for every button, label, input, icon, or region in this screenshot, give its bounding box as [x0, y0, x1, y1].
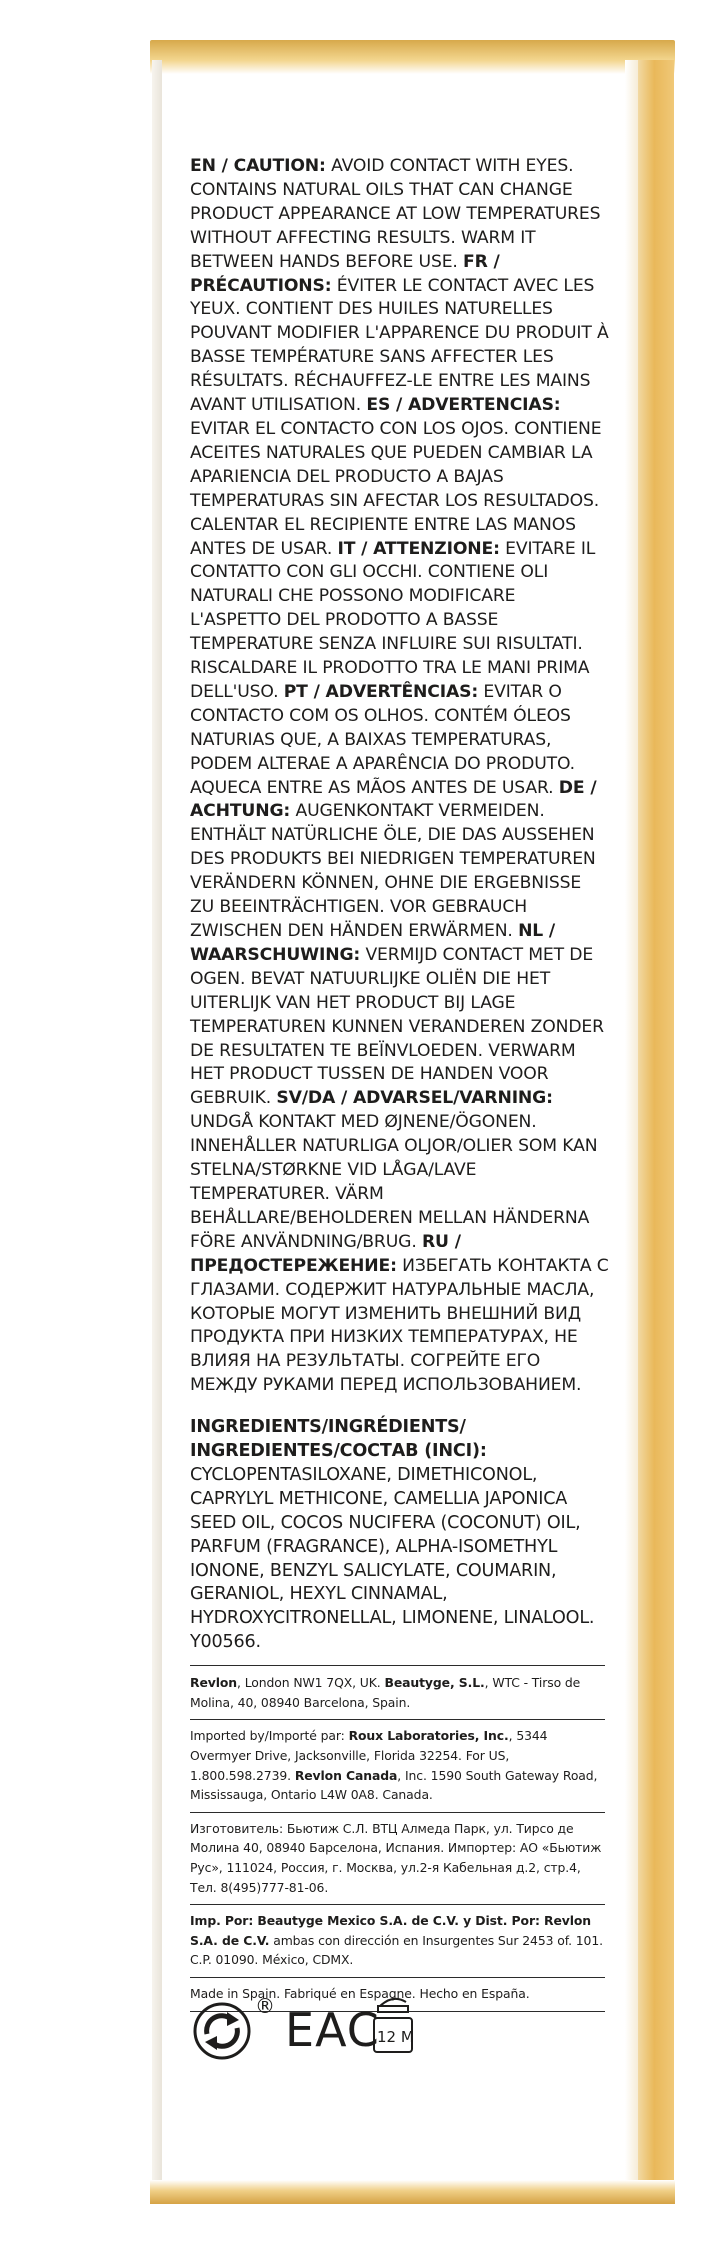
russian-importer-info: Изготовитель: Бьютиж С.Л. ВТЦ Алмеда Парк, ул. Тирсо де Молина 40, 08940 Барселона, Испания. Импортер: АО «Бьютиж Рус», 111024, Россия, г. Москва, ул.2-я Кабельная д.2, стр.4, Тел. 8(495)777-81-06. — [190, 1820, 602, 1895]
eac-mark: EAC — [285, 2003, 380, 2057]
box-top-flap — [150, 40, 675, 74]
warning-lang-ru: RU / ПРЕДОСТЕРЕЖЕНИЕ: — [190, 1231, 461, 1276]
ingredients-block — [190, 1416, 610, 1655]
revlon-canada-address: , Inc. 1590 South Gateway Road, Mississauga, Ontario L4W 0A8. Canada. — [190, 1767, 598, 1803]
revlon-address: , London NW1 7QX, UK. — [237, 1675, 385, 1691]
manufacturer-info — [190, 1673, 610, 1712]
registered-mark: ® — [255, 1994, 275, 2018]
recycle-icon — [193, 2002, 251, 2064]
warning-lang-es: ES / ADVERTENCIAS: — [366, 395, 561, 416]
box-right-edge — [638, 60, 674, 2200]
beautyge-name: Beautyge, S.L. — [384, 1675, 485, 1691]
divider — [190, 1719, 605, 1720]
made-in-text: Made in Spain. Fabriqué en Espagne. Hecho en España. — [190, 1985, 530, 2001]
revlon-name: Revlon — [190, 1675, 238, 1691]
warning-lang-en: EN / CAUTION: — [190, 156, 326, 176]
revlon-canada-name: Revlon Canada — [294, 1767, 398, 1783]
box-left-edge — [152, 60, 162, 2200]
divider — [190, 1665, 605, 1666]
roux-name: Roux Laboratories, Inc. — [348, 1728, 509, 1744]
warning-text-it: EVITARE IL CONTATTO CON GLI OCCHI. CONTIENE OLI NATURALI CHE POSSONO MODIFICARE L'ASPETTO DEL PRODOTTO A BASSE TEMPERATURE SENZA INFLUIRE SUI RISULTATI. RISCALDARE IL PRODOTTO TRA LE MANI PRIMA DELL'USO. — [190, 538, 596, 702]
label-panel — [190, 155, 610, 2012]
warning-lang-nl: NL / WAARSCHUWING: — [190, 921, 556, 965]
eac-mark-icon — [285, 2004, 380, 2056]
mexico-importer-info — [190, 1911, 610, 1970]
importer-info — [190, 1726, 610, 1804]
warning-text-fr: ÉVITER LE CONTACT AVEC LES YEUX. CONTIENT DES HUILES NATURELLES POUVANT MODIFIER L'APPARENCE DU PRODUIT À BASSE TEMPÉRATURE SANS AFFECTER LES RÉSULTATS. RÉCHAUFFEZ-LE ENTRE LES MAINS AVANT UTILISATION. — [190, 275, 609, 416]
mexico-importer-address: ambas con dirección en Insurgentes Sur 2453 of. 101. C.P. 01090. México, CDMX. — [190, 1932, 603, 1968]
divider — [190, 1977, 605, 1978]
box-right-fold — [625, 60, 638, 2200]
warning-lang-de: DE / ACHTUNG: — [190, 777, 597, 822]
warning-lang-pt: PT / ADVERTÊNCIAS: — [283, 681, 479, 702]
warning-lang-sv-da: SV/DA / ADVARSEL/VARNING: — [276, 1088, 553, 1109]
jar-pao-icon — [368, 1992, 418, 2056]
warnings-block — [190, 155, 610, 1398]
divider — [190, 1904, 605, 1905]
warning-text-pt: EVITAR O CONTACTO COM OS OLHOS. CONTÉM ÓLEOS NATURIAS QUE, A BAIXAS TEMPERATURAS, PODEM ALTERAE A APARÊNCIA DO PRODUTO. AQUECA ENTRE AS MÃOS ANTES DE USAR. — [190, 681, 576, 798]
warning-lang-it: IT / ATTENZIONE: — [337, 538, 500, 559]
warning-text-de: AUGENKONTAKT VERMEIDEN. ENTHÄLT NATÜRLICHE ÖLE, DIE DAS AUSSEHEN DES PRODUKTS BEI NIEDRIGEN TEMPERATUREN VERÄNDERN KÖNNEN, OHNE DIE ERGEBNISSE ZU BEEINTRÄCHTIGEN. VOR GEBRAUCH ZWISCHEN DEN HÄNDEN ERWÄRMEN. — [190, 801, 596, 941]
warning-text-nl: VERMIJD CONTACT MET DE OGEN. BEVAT NATUURLIJKE OLIËN DIE HET UITERLIJK VAN HET PRODUCT BIJ LAGE TEMPERATUREN KUNNEN VERANDEREN ZONDER DE RESULTATEN TE BEÏNVLOEDEN. VERWARM HET PRODUCT TUSSEN DE HANDEN VOOR GEBRUIK. — [190, 944, 604, 1109]
warning-lang-fr: FR / PRÉCAUTIONS: — [190, 251, 500, 296]
warning-text-ru: ИЗБЕГАТЬ КОНТАКТА С ГЛАЗАМИ. СОДЕРЖИТ НАТУРАЛЬНЫЕ МАСЛА, КОТОРЫЕ МОГУТ ИЗМЕНИТЬ ВНЕШНИЙ ВИД ПРОДУКТА ПРИ НИЗКИХ ТЕМПЕРАТУРАХ, НЕ ВЛИЯЯ НА РЕЗУЛЬТАТЫ. СОГРЕЙТЕ ЕГО МЕЖДУ РУКАМИ ПЕРЕД ИСПОЛЬЗОВАНИЕМ. — [190, 1255, 609, 1396]
box-bottom-flap — [150, 2180, 675, 2204]
warning-text-en: AVOID CONTACT WITH EYES. CONTAINS NATURAL OILS THAT CAN CHANGE PRODUCT APPEARANCE AT LOW TEMPERATURES WITHOUT AFFECTING RESULTS. WARM IT BETWEEN HANDS BEFORE USE. — [190, 156, 601, 272]
roux-address: , 5344 Overmyer Drive, Jacksonville, Florida 32254. For US, 1.800.598.2739. — [190, 1728, 548, 1783]
ingredients-list: CYCLOPENTASILOXANE, DIMETHICONOL, CAPRYLYL METHICONE, CAMELLIA JAPONICA SEED OIL, COCOS NUCIFERA (COCONUT) OIL, PARFUM (FRAGRANCE), ALPHA-ISOMETHYL IONONE, BENZYL SALICYLATE, COUMARIN, GERANIOL, HEXYL CINNAMAL, HYDROXYCITRONELLAL, LIMONENE, LINALOOL. Y00566. — [190, 1464, 595, 1653]
pao-label: 12 M — [377, 2028, 414, 2046]
imported-by-label: Imported by/Importé par: — [190, 1728, 349, 1744]
ingredients-heading: INGREDIENTS/INGRÉDIENTS/ INGREDIENTES/СОСТАВ (INCI): — [190, 1417, 487, 1462]
compliance-symbols — [193, 1990, 613, 2060]
beautyge-address: , WTC - Tirso de Molina, 40, 08940 Barcelona, Spain. — [190, 1675, 581, 1710]
mexico-importer-name: Imp. Por: Beautyge Mexico S.A. de C.V. y Dist. Por: Revlon S.A. de C.V. — [190, 1913, 592, 1948]
warning-text-es: EVITAR EL CONTACTO CON LOS OJOS. CONTIENE ACEITES NATURALES QUE PUEDEN CAMBIAR LA APARIENCIA DEL PRODUCTO A BAJAS TEMPERATURAS SIN AFECTAR LOS RESULTADOS. CALENTAR EL RECIPIENTE ENTRE LAS MANOS ANTES DE USAR. — [190, 418, 602, 559]
warning-text-sv-da: UNDGÅ KONTAKT MED ØJNENE/ÖGONEN. INNEHÅLLER NATURLIGA OLJOR/OLIER SOM KAN STELNA/STØRKNE VID LÅGA/LAVE TEMPERATURER. VÄRM BEHÅLLARE/BEHOLDEREN MELLAN HÄNDERNA FÖRE ANVÄNDNING/BRUG. — [190, 1112, 598, 1252]
divider — [190, 1812, 605, 1813]
